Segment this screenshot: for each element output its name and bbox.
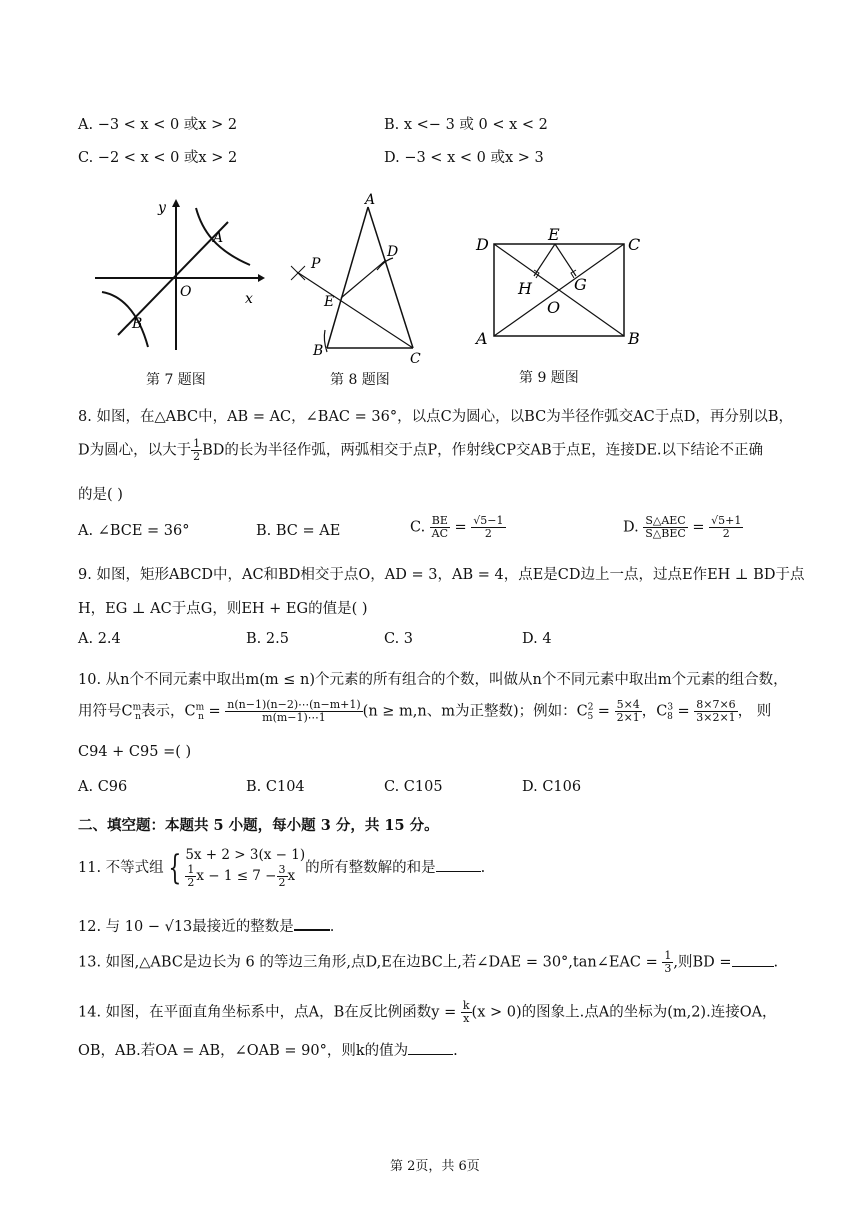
q11-line: 11. 不等式组 { 5x + 2 > 3(x − 1) $\frac{1}{2}$ x − 1 ≤ 7 − $\frac{3}{2}$ x 的所有整数解的和是 . xyxy=(78,847,486,889)
label-a: A xyxy=(213,230,224,246)
q12-line: 12. 与 10 − √13最接近的整数是 . xyxy=(78,919,335,935)
page-footer: 第 2页，共 6页 xyxy=(390,1159,480,1174)
label-b: B xyxy=(313,343,324,359)
q7-option-b: B. x <− 3 或 0 < x < 2 xyxy=(384,117,548,133)
q8-line-2: D为圆心，以大于 $\frac{1}{2}$ BD的长为半径作弧，两弧相交于点P，作射线CP交AB于点E，连接DE.以下结论不正确 xyxy=(78,437,764,463)
q10-option-a: A. C96 xyxy=(78,779,128,795)
q14-line-2: OB，AB.若OA = AB，∠OAB = 90°，则k的值为 . xyxy=(78,1043,458,1059)
figure-8-triangle xyxy=(285,190,435,365)
q10-option-c: C. C105 xyxy=(384,779,443,795)
q9-line-1: 9. 如图，矩形ABCD中，AC和BD相交于点O，AD = 3，AB = 4，点E是CD边上一点，过点E作EH ⊥ BD于点 xyxy=(78,567,805,583)
q8-option-a: A. ∠BCE = 36° xyxy=(78,523,190,539)
label-d: D xyxy=(476,235,489,254)
q10-line-2: 用符号$C^m_n$表示，$C^m_n$ = $\frac{n(n-1)(n-2)\cdots(n-m+1)}{m(m-1)\cdots 1}$ (n ≥ m,n、m为正整数)；例如：$C^2_5$ = $\frac{5\times 4}{2\times 1}$ ，$C^3_8$ = $\frac{8\times 7\times 6}{3\times 2\times 1}$ ， 则 xyxy=(78,698,772,724)
q8-line-3: 的是( ) xyxy=(78,487,123,503)
label-x: x xyxy=(245,291,253,307)
q10-option-b: B. C104 xyxy=(246,779,305,795)
q7-option-d: D. −3 < x < 0 或x > 3 xyxy=(384,150,544,166)
label-e: E xyxy=(324,294,335,310)
figure-7-caption: 第 7 题图 xyxy=(146,372,206,388)
label-h: H xyxy=(518,279,532,298)
label-c: C xyxy=(628,235,641,254)
label-d: D xyxy=(387,244,399,260)
q9-option-b: B. 2.5 xyxy=(246,631,289,647)
q14-line-1: 14. 如图，在平面直角坐标系中，点A，B在反比例函数y = $\frac{k}{x}$ (x > 0)的图象上.点A的坐标为(m,2).连接OA， xyxy=(78,999,777,1025)
q8-line-1: 8. 如图，在△ABC中，AB = AC，∠BAC = 36°，以点C为圆心，以BC为半径作弧交AC于点D，再分别以B， xyxy=(78,409,794,425)
label-b: B xyxy=(628,329,640,348)
q9-line-2: H，EG ⊥ AC于点G，则EH + EG的值是( ) xyxy=(78,601,368,617)
figure-8-caption: 第 8 题图 xyxy=(330,372,390,388)
label-c: C xyxy=(410,351,421,365)
label-p: P xyxy=(311,256,321,272)
label-o: O xyxy=(547,298,561,317)
label-a: A xyxy=(365,192,376,208)
q8-option-c: C. $\frac{BE}{AC}$ = $\frac{√5-1}{2}$ xyxy=(410,514,504,540)
figure-7-graph xyxy=(90,195,265,355)
label-b: B xyxy=(132,316,143,332)
q8-option-b: B. BC = AE xyxy=(256,523,341,539)
q13-line: 13. 如图,△ABC是边长为 6 的等边三角形,点D,E在边BC上,若∠DAE = 30°,tan∠EAC = $\frac{1}{3}$ ,则BD = . xyxy=(78,949,779,975)
q10-line-1: 10. 从n个不同元素中取出m(m ≤ n)个元素的所有组合的个数，叫做从n个不同元素中取出m个元素的组合数， xyxy=(78,672,788,688)
q10-line-3: C94 + C95 =( ) xyxy=(78,744,192,760)
q9-option-a: A. 2.4 xyxy=(78,631,121,647)
label-o: O xyxy=(180,284,192,300)
q7-option-a: A. −3 < x < 0 或x > 2 xyxy=(78,117,238,133)
q9-option-c: C. 3 xyxy=(384,631,414,647)
section-2-title: 二、填空题：本题共 5 小题，每小题 3 分，共 15 分。 xyxy=(78,817,439,834)
label-g: G xyxy=(574,275,587,294)
q8-option-d: D. $\frac{\text{S△AEC}}{\text{S△BEC}}$ = $\frac{√5+1}{2}$ xyxy=(623,514,742,540)
label-a: A xyxy=(476,329,488,348)
label-y: y xyxy=(158,200,166,216)
label-e: E xyxy=(548,228,560,244)
q9-option-d: D. 4 xyxy=(522,631,552,647)
figure-9-rectangle xyxy=(472,228,647,353)
q10-option-d: D. C106 xyxy=(522,779,582,795)
q7-option-c: C. −2 < x < 0 或x > 2 xyxy=(78,150,238,166)
figure-9-caption: 第 9 题图 xyxy=(519,370,579,386)
